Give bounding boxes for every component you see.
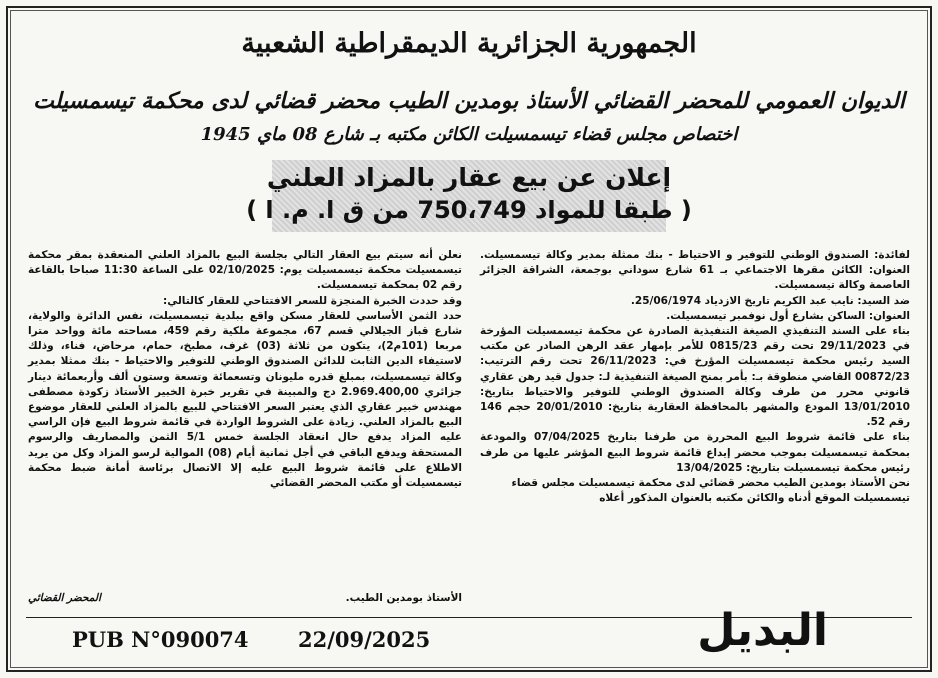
republic-heading: الجمهورية الجزائرية الديمقراطية الشعبية (241, 28, 697, 59)
paragraph: العنوان: الساكن بشارع أول نوفمبر تيسمسيلت. (666, 309, 910, 322)
right-column (480, 248, 910, 506)
newspaper-name: البديل (697, 605, 828, 656)
paragraph: ضد السيد: نايب عبد الكريم تاريخ الازدياد 25/06/1974. (630, 294, 910, 307)
office-line-1: الديوان العمومي للمحضر القضائي الأستاذ بومدين الطيب محضر قضائي لدى محكمة تيسمسيلت (33, 88, 905, 114)
paragraph: وقد حددت الخبرة المنجزة للسعر الافتتاحي للعقار كالتالي: (163, 294, 462, 307)
office-line-2: اختصاص مجلس قضاء تيسمسيلت الكائن مكتبه بـ شارع 08 ماي 1945 (200, 124, 738, 145)
publication-number: PUB N°090074 (72, 627, 249, 652)
paragraph: نعلن أنه سيتم بيع العقار التالي بجلسة البيع بالمزاد العلني المنعقدة بمقر محكمة تيسمسيلت محكمة تيسمسيلت يوم: 02/10/2025 على الساعة 11:30 صباحا بالقاعة رقم 02 بمحكمة تيسمسيلت. (28, 249, 462, 292)
notice-title: إعلان عن بيع عقار بالمزاد العلني (266, 163, 672, 192)
left-column (28, 248, 462, 491)
paragraph: بناء على السند التنفيذي الصيغة التنفيذية الصادرة عن محكمة تيسمسيلت المؤرخة في 29/11/2023 تحت رقم 0815/23 للأمر بإمهار عقد الرهن الصادر عن مكتب السيد رئيس محكمة تيسمسيلت المؤرخ في: 26/11/2023 تحت رقم الترتيب: 00872/23 القاضي منطوقة بـ: بأمر بمنح الصيغة التنفيذية لـ: جدول قيد رهن عقاري قانوني محرر من طرف وكالة الصندوق الوطني للتوفير والاحتياط بتاريخ: 13/01/2010 المودع والمشهر بالمحافظة العقارية بتاريخ: 20/01/2010 حجم 146 رقم 52. (480, 325, 911, 429)
paragraph: لفائدة: الصندوق الوطني للتوفير و الاحتياط - بنك ممثلة بمدير وكالة تيسمسيلت. العنوان: الكائن مقرها الاجتماعي بـ 61 شارع سوداني بوجمعة، الشراقة الجزائر العاصمة وكالة تيسمسيلت. (480, 249, 910, 292)
paragraph: تيسمسيلت الموقع أدناه والكائن مكتبه بالعنوان المذكور أعلاه (599, 492, 910, 505)
paragraph: نحن الأستاذ بومدين الطيب محضر قضائي لدى محكمة تيسمسيلت مجلس قضاء (511, 477, 910, 490)
bailiff-name: الأستاذ بومدين الطيب. (345, 592, 462, 604)
bailiff-title: المحضر القضائي (28, 592, 101, 604)
publication-date: 22/09/2025 (298, 627, 431, 652)
notice-subtitle: ( طبقا للمواد 750،749 من ق ا. م. ا ) (246, 196, 692, 224)
paragraph: حدد الثمن الأساسي للعقار مسكن واقع ببلدية تيسمسيلت، نفس الدائرة والولاية، شارع قباز الجيلالي قسم 67، مجموعة ملكية رقم 459، مساحته مائة وواحد مترا مربعا (101م2)، يتكون من ثلاثة (03) غرف، مطبخ، حمام، مرحاض، فناء، وذلك لاستيفاء الدين الثابت للدائن الصندوق الوطني للتوفير والاحتياط - بنك ممثلا بمدير وكالة تيسمسيلت، بمبلغ قدره مليونان وتسعمائة وتسعة وستون ألف وأربعمائة دينار جزائري 2.969.400,00 دج والمبينة في تقرير خبرة الخبير الأستاذ زكودة مصطفى مهندس خبير عقاري الذي يعتبر السعر الافتتاحي للبيع بالمزاد العلني للعقار موضوع البيع بالمزاد العلني. زيادة على الشروط الواردة في قائمة شروط البيع فإن الراسي عليه المزاد يدفع حال انعقاد الجلسة خمس 5/1 الثمن والمصاريف والرسوم المستحقة ويدفع الباقي في أجل ثمانية أيام (08) الموالية لرسو المزاد وكل من يريد الاطلاع على قائمة شروط البيع عليه إلا الاتصال برئاسة أمانة ضبط محكمة تيسمسيلت أو مكتب المحضر القضائي (28, 309, 463, 490)
paragraph: بناء على قائمة شروط البيع المحررة من طرفنا بتاريخ 07/04/2025 والمودعة بمحكمة تيسمسيلت بموجب محضر إيداع قائمة شروط البيع المؤشر عليها من طرف رئيس محكمة تيسمسيلت بتاريخ: 13/04/2025 (480, 431, 910, 474)
